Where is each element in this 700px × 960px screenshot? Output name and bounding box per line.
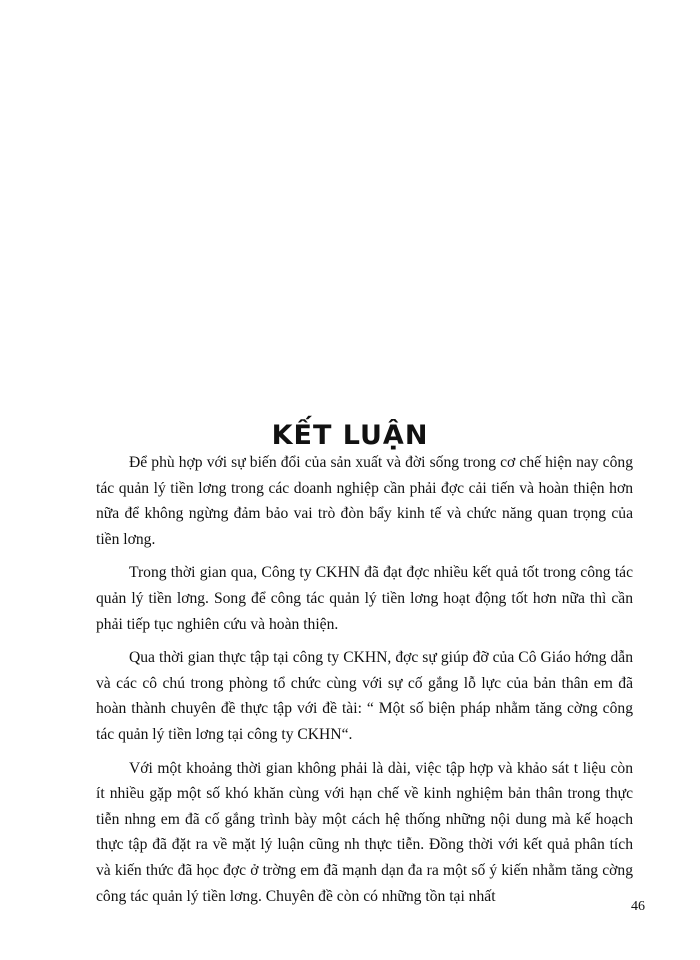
page-title: KẾT LUẬN bbox=[271, 420, 429, 451]
document-body bbox=[96, 450, 633, 917]
paragraph-2: Trong thời gian qua, Công ty CKHN đã đạt đợc nhiều kết quả tốt trong công tác quản lý tiền lơng. Song để công tác quản lý tiền lơng hoạt động tốt hơn nữa thì cần phải tiếp tục nghiên cứu và hoàn thiện. bbox=[96, 564, 633, 633]
page-number: 46 bbox=[631, 899, 645, 914]
paragraph-3: Qua thời gian thực tập tại công ty CKHN, đợc sự giúp đỡ của Cô Giáo hớng dẫn và các cô chú trong phòng tổ chức cùng với sự cố gắng lỗ lực của bản thân em đã hoàn thành chuyên đề thực tập với đề tài: “ Một số biện pháp nhằm tăng cờng công tác quản lý tiền lơng tại công ty CKHN“. bbox=[96, 649, 633, 743]
paragraph-1: Để phù hợp với sự biến đổi của sản xuất và đời sống trong cơ chế hiện nay công tác quản lý tiền lơng trong các doanh nghiệp cần phải đợc cải tiến và hoàn thiện hơn nữa để không ngừng đảm bảo vai trò đòn bẩy kinh tế và chức năng quan trọng của tiền lơng. bbox=[96, 454, 633, 548]
paragraph-4: Với một khoảng thời gian không phải là dài, việc tập hợp và khảo sát t liệu còn ít nhiều gặp một số khó khăn cùng với hạn chế về kinh nghiệm bản thân trong thực tiễn nhng em đã cố gắng trình bày một cách hệ thống những nội dung mà kế hoạch thực tập đã đặt ra về mặt lý luận cũng nh thực tiễn. Đồng thời với kết quả phân tích và kiến thức đã học đợc ở trờng em đã mạnh dạn đa ra một số ý kiến nhằm tăng cờng công tác quản lý tiền lơng. Chuyên đề còn có những tồn tại nhất bbox=[96, 759, 633, 905]
